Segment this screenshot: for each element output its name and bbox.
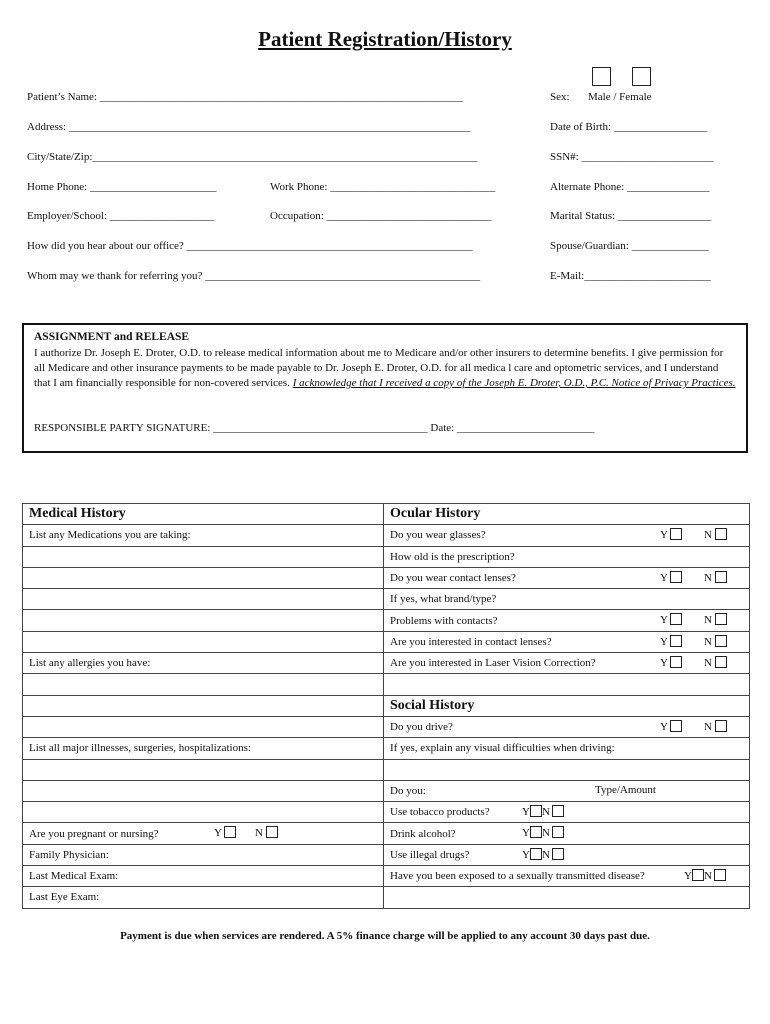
- history-table: [22, 503, 750, 909]
- sex-female-checkbox[interactable]: [632, 67, 651, 86]
- laser-question: Are you interested in Laser Vision Correction?: [390, 657, 596, 670]
- no-option: N: [704, 571, 727, 584]
- checkbox[interactable]: [715, 720, 727, 732]
- checkbox[interactable]: [266, 826, 278, 838]
- family-physician-cell[interactable]: Family Physician:: [23, 844, 384, 865]
- sex-options: Male / Female: [588, 91, 652, 103]
- last-medical-exam-cell[interactable]: Last Medical Exam:: [23, 866, 384, 887]
- type-amount-label: Type/Amount: [595, 783, 656, 796]
- laser-row: [384, 653, 750, 674]
- substance-header-row: [384, 780, 750, 801]
- do-you-label: Do you:: [390, 785, 426, 797]
- yes-option: Y: [660, 656, 682, 669]
- city-state-zip-field[interactable]: City/State/Zip:______________________________________________________________________: [27, 151, 478, 163]
- interested-contacts-row: [384, 631, 750, 652]
- referral-field[interactable]: Whom may we thank for referring you? __________________________________________________: [27, 270, 481, 282]
- alcohol-row: [384, 823, 750, 844]
- sex-male-checkbox[interactable]: [592, 67, 611, 86]
- checkbox[interactable]: [714, 869, 726, 881]
- signature-line[interactable]: RESPONSIBLE PARTY SIGNATURE: _______________________________________ Date: _________________________: [34, 422, 595, 434]
- spouse-guardian-field[interactable]: Spouse/Guardian: ______________: [550, 240, 709, 252]
- checkbox[interactable]: [715, 656, 727, 668]
- payment-notice: Payment is due when services are rendered. A 5% finance charge will be applied to any account 30 days past due.: [120, 930, 650, 942]
- address-field[interactable]: Address: _________________________________________________________________________: [27, 121, 471, 133]
- blank-cell: [384, 887, 750, 908]
- yes-option: Y N: [522, 826, 564, 839]
- drugs-row: [384, 844, 750, 865]
- release-body: I authorize Dr. Joseph E. Droter, O.D. to release medical information about me to Medicare and/or other insurers to determine benefits. I give permission for all Medicare and other insurance payments to be made payable to Dr. Joseph E. Droter, O.D. for all medica l care and optometric services, and I understand that I am financially responsible for non-covered services.: [34, 347, 724, 389]
- sex-label: Sex:: [550, 91, 570, 103]
- no-option: N: [704, 720, 727, 733]
- checkbox[interactable]: [530, 805, 542, 817]
- yes-option: Y: [214, 826, 236, 839]
- patient-name-field[interactable]: Patient’s Name: __________________________________________________________________: [27, 91, 463, 103]
- home-phone-field[interactable]: Home Phone: _______________________: [27, 181, 217, 193]
- problems-row: [384, 610, 750, 631]
- checkbox[interactable]: [552, 805, 564, 817]
- hear-about-field[interactable]: How did you hear about our office? ____________________________________________________: [27, 240, 473, 252]
- drive-row: [384, 716, 750, 737]
- checkbox[interactable]: [715, 571, 727, 583]
- checkbox[interactable]: [670, 656, 682, 668]
- blank-cell[interactable]: [23, 567, 384, 588]
- email-field[interactable]: E-Mail:_______________________: [550, 270, 711, 282]
- page-title: Patient Registration/History: [258, 27, 512, 51]
- interested-contacts-question: Are you interested in contact lenses?: [390, 635, 552, 648]
- no-option: N: [704, 528, 727, 541]
- checkbox[interactable]: [715, 613, 727, 625]
- release-text: [34, 346, 736, 391]
- tobacco-row: [384, 802, 750, 823]
- checkbox[interactable]: [670, 571, 682, 583]
- prescription-age-cell[interactable]: How old is the prescription?: [384, 546, 750, 567]
- blank-cell[interactable]: [23, 759, 384, 780]
- ssn-field[interactable]: SSN#: ________________________: [550, 151, 714, 163]
- checkbox[interactable]: [670, 635, 682, 647]
- blank-cell[interactable]: [23, 802, 384, 823]
- allergies-cell[interactable]: List any allergies you have:: [23, 653, 384, 674]
- no-option: N: [704, 635, 727, 648]
- marital-status-field[interactable]: Marital Status: _________________: [550, 210, 712, 222]
- assignment-release-box: [22, 323, 748, 453]
- blank-cell[interactable]: [23, 780, 384, 801]
- no-option: N: [255, 826, 278, 839]
- checkbox[interactable]: [715, 635, 727, 647]
- visual-difficulties-cell[interactable]: If yes, explain any visual difficulties when driving:: [384, 738, 750, 759]
- yes-option: Y N: [522, 805, 564, 818]
- checkbox[interactable]: [552, 826, 564, 838]
- glasses-question: Do you wear glasses?: [390, 529, 486, 542]
- glasses-row: [384, 525, 750, 546]
- ocular-history-heading: Ocular History: [384, 504, 750, 525]
- checkbox[interactable]: [224, 826, 236, 838]
- pregnant-row: [23, 823, 384, 844]
- blank-cell[interactable]: [23, 695, 384, 716]
- blank-cell: [384, 674, 750, 695]
- privacy-acknowledgement: I acknowledge that I received a copy of the Joseph E. Droter, O.D., P.C. Notice of Privacy Practices.: [292, 377, 736, 389]
- no-option: N: [704, 613, 727, 626]
- last-eye-exam-cell[interactable]: Last Eye Exam:: [23, 887, 384, 908]
- checkbox[interactable]: [692, 869, 704, 881]
- yes-option: Y: [660, 571, 682, 584]
- medical-history-heading: Medical History: [23, 504, 384, 525]
- brand-cell[interactable]: If yes, what brand/type?: [384, 589, 750, 610]
- checkbox[interactable]: [552, 848, 564, 860]
- checkbox[interactable]: [715, 528, 727, 540]
- checkbox[interactable]: [670, 613, 682, 625]
- blank-cell[interactable]: [23, 631, 384, 652]
- drugs-question: Use illegal drugs?: [390, 848, 470, 861]
- alcohol-question: Drink alcohol?: [390, 827, 456, 840]
- blank-cell[interactable]: [23, 716, 384, 737]
- occupation-field[interactable]: Occupation: ______________________________: [270, 210, 492, 222]
- tobacco-question: Use tobacco products?: [390, 806, 490, 819]
- blank-cell[interactable]: [23, 674, 384, 695]
- medications-cell[interactable]: List any Medications you are taking:: [23, 525, 384, 546]
- contacts-question: Do you wear contact lenses?: [390, 572, 516, 585]
- std-question: Have you been exposed to a sexually transmitted disease?: [390, 870, 645, 883]
- std-row: [384, 866, 750, 887]
- blank-cell[interactable]: [23, 589, 384, 610]
- social-history-heading: Social History: [384, 695, 750, 716]
- blank-cell[interactable]: [384, 759, 750, 780]
- contacts-row: [384, 567, 750, 588]
- blank-cell[interactable]: [23, 546, 384, 567]
- no-option: N: [704, 656, 727, 669]
- checkbox[interactable]: [670, 528, 682, 540]
- checkbox[interactable]: [530, 826, 542, 838]
- checkbox[interactable]: [670, 720, 682, 732]
- alternate-phone-field[interactable]: Alternate Phone: _______________: [550, 181, 710, 193]
- drive-question: Do you drive?: [390, 721, 453, 734]
- yes-option: Y: [660, 528, 682, 541]
- employer-field[interactable]: Employer/School: ___________________: [27, 210, 215, 222]
- pregnant-question: Are you pregnant or nursing?: [29, 827, 159, 840]
- yes-option: Y N: [522, 848, 564, 861]
- problems-question: Problems with contacts?: [390, 614, 498, 627]
- yes-option: Y N: [684, 869, 726, 882]
- release-heading: ASSIGNMENT and RELEASE: [34, 331, 190, 343]
- yes-option: Y: [660, 613, 682, 626]
- yes-option: Y: [660, 635, 682, 648]
- checkbox[interactable]: [530, 848, 542, 860]
- dob-field[interactable]: Date of Birth: _________________: [550, 121, 708, 133]
- illnesses-cell[interactable]: List all major illnesses, surgeries, hospitalizations:: [23, 738, 384, 759]
- yes-option: Y: [660, 720, 682, 733]
- blank-cell[interactable]: [23, 610, 384, 631]
- work-phone-field[interactable]: Work Phone: ______________________________: [270, 181, 496, 193]
